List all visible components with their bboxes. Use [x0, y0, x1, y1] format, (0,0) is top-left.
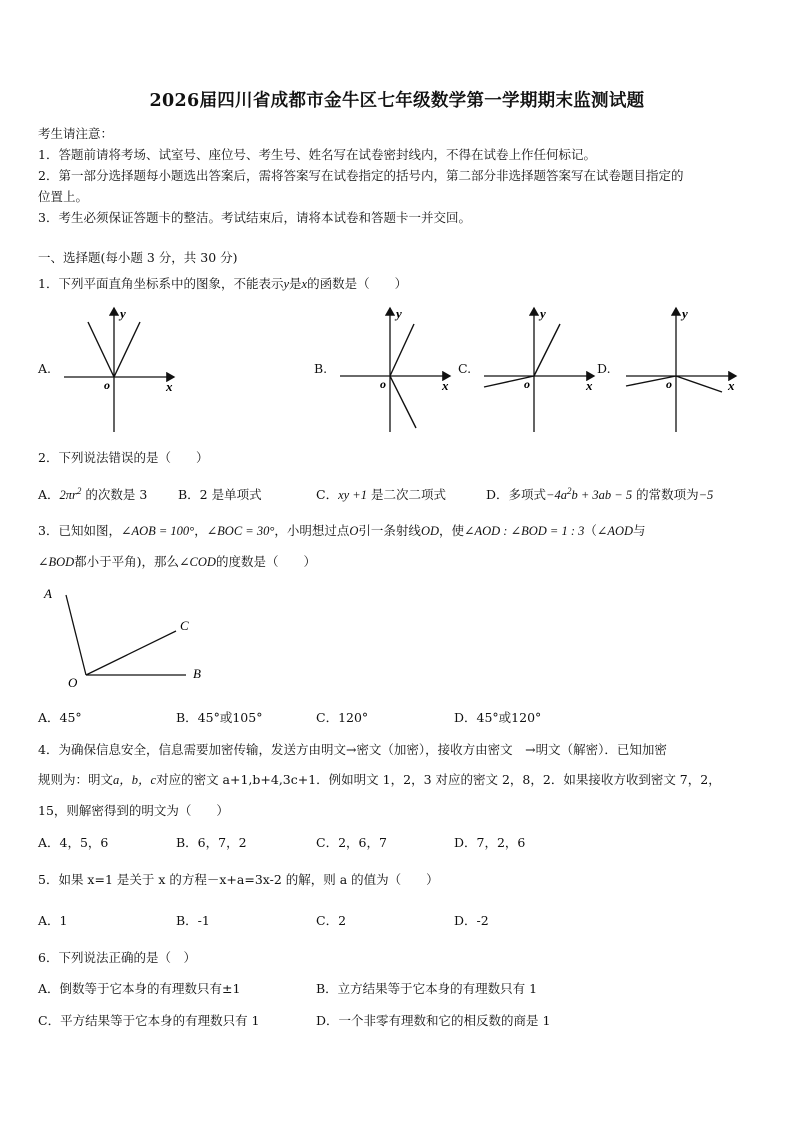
q2-d-tail: 的常数项为	[632, 487, 699, 502]
graph-line	[390, 324, 414, 376]
q2-c-label: C．	[316, 487, 339, 502]
q3-text: 与	[633, 523, 646, 538]
q6-option-b: B．立方结果等于它本身的有理数只有 1	[316, 981, 538, 996]
point-a-label: A	[44, 586, 52, 601]
q3-angle-aob: ∠AOB = 100°	[120, 524, 195, 538]
q4-option-a: A．4，5，6	[38, 835, 109, 850]
question-2-stem: 2．下列说法错误的是（ ）	[38, 450, 209, 465]
q1-option-a-label: A.	[38, 361, 52, 376]
q3-angle-aod: ∠AOD	[596, 524, 634, 538]
question-4-line-2	[38, 770, 721, 788]
q3-option-b: B．45°或105°	[176, 710, 263, 725]
q6-option-a: A．倒数等于它本身的有理数只有±1	[38, 981, 241, 996]
q6-option-c: C．平方结果等于它本身的有理数只有 1	[38, 1013, 260, 1028]
q3-ray-od: OD	[420, 524, 439, 538]
y-label: y	[120, 306, 126, 321]
question-3-line-1	[38, 521, 646, 539]
origin-label: o	[524, 377, 530, 391]
point-c-label: C	[180, 618, 189, 633]
notice-line-3: 位置上。	[38, 189, 89, 204]
q3-option-a: A．45°	[38, 710, 82, 725]
q3-angle-cod: ∠COD	[179, 555, 216, 569]
q1-var-y: y	[283, 277, 290, 291]
ray-oa	[66, 595, 86, 675]
y-label: y	[682, 306, 688, 321]
q1-graph-b	[338, 300, 458, 435]
q2-option-a	[38, 485, 147, 503]
q4-option-d: D．7，2，6	[454, 835, 526, 850]
q4-text: 对应的密文 a+1,b+4,3c+1．例如明文 1，2，3 对应的密文 2，8，2．如果接收方收到密文 7，2，	[156, 772, 721, 787]
q5-option-d: D．-2	[454, 913, 489, 928]
q3-ratio: ∠AOD : ∠BOD = 1 : 3	[464, 524, 585, 538]
q2-c-expr: xy +1	[338, 488, 367, 502]
x-label: x	[728, 378, 735, 393]
question-3-line-2	[38, 552, 316, 570]
q2-d-exp: 2	[566, 485, 572, 496]
question-4-line-3: 15，则解密得到的明文为（ ）	[38, 803, 229, 818]
q2-a-exp: 2	[76, 485, 82, 496]
point-o-label: O	[68, 675, 78, 690]
q2-d-expr-2: b + 3ab − 5	[571, 488, 633, 502]
q3-text: （	[584, 523, 597, 538]
q2-option-b: B．2 是单项式	[178, 487, 262, 502]
q4-text: 规则为：明文	[38, 772, 114, 787]
q2-option-c	[316, 485, 446, 503]
question-4-line-1: 4．为确保信息安全，信息需要加密传输，发送方由明文→密文（加密），接收方由密文 →明文（解密）．已知加密	[38, 742, 667, 757]
q2-a-expr: 2πr	[59, 488, 77, 502]
q5-option-a: A．1	[38, 913, 68, 928]
q3-angle-boc: ∠BOC = 30°	[206, 524, 275, 538]
q2-c-tail: 是二次二项式	[366, 487, 446, 502]
q6-option-d: D．一个非零有理数和它的相反数的商是 1	[316, 1013, 551, 1028]
section-heading: 一、选择题(每小题 3 分，共 30 分)	[38, 250, 238, 265]
q3-text: 的度数是（ ）	[215, 554, 316, 569]
q1-option-b-label: B.	[314, 361, 328, 376]
q3-angle-bod: ∠BOD	[38, 555, 75, 569]
q2-d-value: −5	[698, 488, 714, 502]
x-label: x	[442, 378, 449, 393]
notice-line-2: 2．第一部分选择题每小题选出答案后，需将答案写在试卷指定的括号内，第二部分非选择题答案写在试卷题目指定的	[38, 168, 684, 183]
q1-text: 1．下列平面直角坐标系中的图象，不能表示	[38, 276, 284, 291]
q1-graph-d	[624, 300, 744, 435]
q1-text-tail: 的函数是（ ）	[307, 276, 408, 291]
point-b-label: B	[193, 666, 201, 681]
q4-vars: a，b，c	[113, 773, 157, 787]
origin-label: o	[380, 377, 386, 391]
x-label: x	[586, 378, 593, 393]
q3-text: ，小明想过点	[274, 523, 350, 538]
ray-oc	[86, 631, 176, 675]
q1-option-d-label: D.	[597, 361, 611, 376]
question-6-stem: 6．下列说法正确的是（ ）	[38, 950, 196, 965]
q4-option-b: B．6，7，2	[176, 835, 247, 850]
origin-label: o	[666, 377, 672, 391]
graph-line	[88, 322, 114, 377]
origin-label: o	[104, 378, 110, 392]
q1-text-mid: 是	[289, 276, 302, 291]
q3-text: 3．已知如图，	[38, 523, 121, 538]
graph-line	[114, 322, 140, 377]
q3-text: ，使	[439, 523, 465, 538]
q3-point-o: O	[349, 524, 359, 538]
question-1-stem	[38, 274, 407, 292]
graph-line	[534, 324, 560, 376]
q3-option-d: D．45°或120°	[454, 710, 542, 725]
q5-option-b: B．-1	[176, 913, 210, 928]
q3-text: 都小于平角)，那么	[74, 554, 180, 569]
q1-graph-a	[60, 300, 180, 435]
q3-angle-figure	[40, 585, 220, 690]
notice-heading: 考生请注意：	[38, 126, 114, 141]
q2-d-label: D．多项式	[486, 487, 547, 502]
graph-line	[390, 376, 416, 428]
y-label: y	[396, 306, 402, 321]
q2-d-expr: −4a	[546, 488, 567, 502]
question-5-stem: 5．如果 x=1 是关于 x 的方程－x+a=3x-2 的解，则 a 的值为（ ）	[38, 872, 439, 887]
q2-a-label: A．	[38, 487, 60, 502]
q3-option-c: C．120°	[316, 710, 369, 725]
q4-option-c: C．2，6，7	[316, 835, 387, 850]
q1-var-x: x	[301, 277, 308, 291]
q1-graph-c	[482, 300, 602, 435]
y-label: y	[540, 306, 546, 321]
notice-line-4: 3．考生必须保证答题卡的整洁。考试结束后，请将本试卷和答题卡一并交回。	[38, 210, 471, 225]
x-label: x	[166, 379, 173, 394]
q2-option-d	[486, 485, 713, 503]
q5-option-c: C．2	[316, 913, 347, 928]
q1-option-c-label: C.	[458, 361, 472, 376]
q2-a-tail: 的次数是 3	[81, 487, 148, 502]
notice-line-1: 1．答题前请将考场、试室号、座位号、考生号、姓名写在试卷密封线内，不得在试卷上作任何标记。	[38, 147, 596, 162]
page-title: 2026届四川省成都市金牛区七年级数学第一学期期末监测试题	[149, 91, 645, 111]
graph-line	[676, 376, 722, 392]
q3-text: 引一条射线	[358, 523, 421, 538]
q3-sep: ，	[194, 523, 207, 538]
